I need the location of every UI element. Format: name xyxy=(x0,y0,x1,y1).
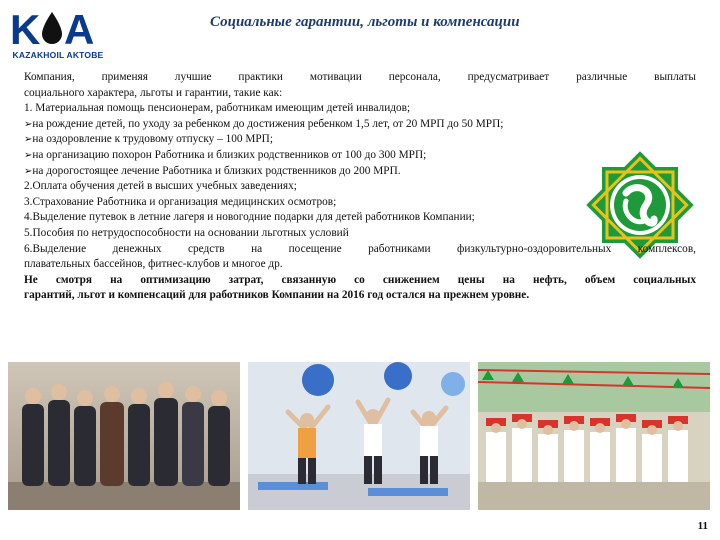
benefits-text xyxy=(24,70,696,304)
bullet-text: на оздоровление к трудовому отпуску – 100 МРП; xyxy=(32,133,273,146)
oil-drop-icon xyxy=(42,12,62,44)
logo-letter-a: A xyxy=(64,6,95,50)
conclusion-line-1: Не смотря на оптимизацию затрат, связанную со снижением цены на нефть, объем социальных xyxy=(24,273,696,286)
list-item-1: 1. Материальная помощь пенсионерам, работникам имеющим детей инвалидов; xyxy=(24,102,411,115)
list-item-6-line-2: плавательных бассейнов, фитнес-клубов и многое др. xyxy=(24,258,283,271)
conclusion-line-2: гарантий, льгот и компенсаций для работников Компании на 2016 год остался на прежнем уровне. xyxy=(24,289,530,302)
bullet-text: на дорогостоящее лечение Работника и близких родственников до 200 МРП. xyxy=(32,164,401,177)
bullet-text: на организацию похорон Работника и близких родственников от 100 до 300 МРП; xyxy=(32,148,427,161)
page-number: 11 xyxy=(697,520,708,532)
bullet-item xyxy=(24,148,696,164)
bullet-item xyxy=(24,164,696,180)
photo-strip xyxy=(8,362,718,512)
logo-mark xyxy=(8,6,108,50)
children-camp-photo xyxy=(478,362,710,510)
bullet-item xyxy=(24,117,696,133)
page-title: Социальные гарантии, льготы и компенсации xyxy=(210,14,520,30)
intro-line-2: социального характера, льготы и гарантии, такие как: xyxy=(24,86,283,99)
fitness-class-photo xyxy=(248,362,470,510)
bullet-text: на рождение детей, по уходу за ребенком до достижения ребенком 1,5 лет, от 20 МРП до 50 МРП; xyxy=(32,117,504,130)
intro-line-1: Компания, применяя лучшие практики мотивации персонала, предусматривает различные выплаты xyxy=(24,71,696,83)
list-item-3: 3.Страхование Работника и организация медицинских осмотров; xyxy=(24,195,337,208)
arrow-bullet-icon: ➢ xyxy=(24,134,33,146)
bullet-item xyxy=(24,132,696,148)
company-logo xyxy=(8,6,108,62)
logo-subtitle: KAZAKHOIL AKTOBE xyxy=(12,50,104,60)
arrow-bullet-icon: ➢ xyxy=(24,118,33,130)
list-item-5: 5.Пособия по нетрудоспособности на основании льготных условий xyxy=(24,226,349,239)
list-item-6-line-1: 6.Выделение денежных средств на посещение работниками физкультурно-оздоровительных комплексов, xyxy=(24,242,696,255)
list-item-2: 2.Оплата обучения детей в высших учебных заведениях; xyxy=(24,180,297,193)
arrow-bullet-icon: ➢ xyxy=(24,149,33,161)
arrow-bullet-icon: ➢ xyxy=(24,165,33,177)
group-photo-veterans xyxy=(8,362,240,510)
logo-letter-k: K xyxy=(10,6,41,50)
list-item-4: 4.Выделение путевок в летние лагеря и новогодние подарки для детей работников Компании; xyxy=(24,211,475,224)
